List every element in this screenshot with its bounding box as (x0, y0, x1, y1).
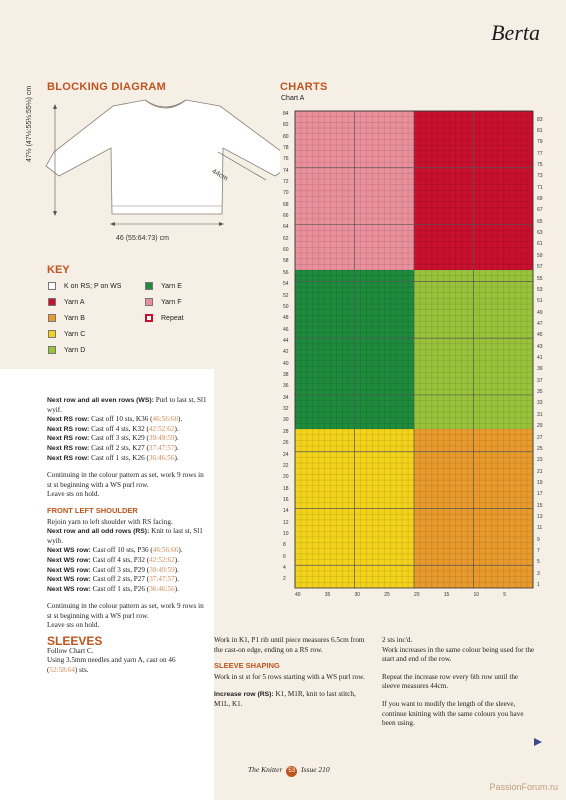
chart-col-label: 40 (294, 592, 301, 598)
front-left-shoulder-heading: FRONT LEFT SHOULDER (47, 505, 138, 515)
instruction-line: Next WS row: Cast off 10 sts, P36 (46:56:66). (47, 546, 183, 555)
chart-row-label: 51 (537, 298, 543, 305)
chart-row-label: 34 (283, 394, 289, 401)
instruction-line: Next WS row: Cast off 2 sts, P27 (37:47:57). (47, 575, 179, 584)
chart-row-label: 35 (537, 389, 543, 396)
key-label: Yarn D (64, 346, 86, 354)
paragraph: Repeat the increase row every 6th row until the sleeve measures 44cm. (382, 672, 519, 691)
left-column (47, 396, 207, 675)
chart-row-label: 66 (283, 213, 289, 220)
chart-row-label: 37 (537, 377, 543, 384)
instruction-line: Next WS row: Cast off 1 sts, P26 (36:46:56). (47, 584, 179, 593)
chart-row-label: 26 (283, 440, 289, 447)
chart-row-label: 10 (283, 531, 289, 538)
chart-row-label: 53 (537, 286, 543, 293)
issue-number: Issue 210 (301, 765, 330, 774)
chart-col-label: 30 (354, 592, 361, 598)
chart-row-label: 36 (283, 383, 289, 390)
chart-row-label: 8 (283, 542, 286, 549)
key-label: Yarn F (161, 298, 182, 306)
instruction-line: Next RS row: Cast off 2 sts, K27 (37:47:57). (47, 443, 179, 452)
chart-row-label: 82 (283, 122, 289, 129)
chart-row-label: 67 (537, 207, 543, 214)
chart-row-label: 79 (537, 139, 543, 146)
sleeve-shaping-heading: SLEEVE SHAPING (214, 661, 280, 671)
chart-row-label: 50 (283, 303, 289, 310)
chart-row-label: 69 (537, 196, 543, 203)
chart-row-label: 48 (283, 315, 289, 322)
instruction-line: Increase row (RS): K1, M1R, knit to last stitch, M1L, K1. (214, 690, 356, 708)
chart-row-label: 30 (283, 417, 289, 424)
key-label: Yarn E (161, 282, 182, 290)
chart-row-label: 68 (283, 201, 289, 208)
chart-row-label: 40 (283, 360, 289, 367)
paragraph: Leave sts on hold. (47, 490, 100, 499)
chart-row-label: 31 (537, 411, 543, 418)
chart-row-label: 84 (283, 110, 289, 117)
chart-row-label: 80 (283, 133, 289, 140)
paragraph: Follow Chart C. (47, 646, 94, 655)
height-dimension: 47½ (47½:55½:55½) cm (26, 85, 33, 162)
chart-row-label: 72 (283, 178, 289, 185)
chart-row-label: 71 (537, 184, 543, 191)
width-dimension: 46 (55:64:73) cm (116, 235, 169, 242)
instruction-line: Next RS row: Cast off 4 sts, K32 (42:52:62). (47, 424, 179, 433)
chart-row-label: 32 (283, 406, 289, 413)
chart-row-label: 6 (283, 553, 286, 560)
key-title: KEY (47, 264, 70, 276)
chart-row-label: 24 (283, 451, 289, 458)
chart-row-label: 14 (283, 508, 289, 515)
paragraph: If you want to modify the length of the sleeve, continue knitting with the same colours you have been using. (382, 699, 524, 728)
chart-row-label: 64 (283, 224, 289, 231)
chart-row-label: 75 (537, 161, 543, 168)
chart-row-label: 81 (537, 127, 543, 134)
chart-row-label: 44 (283, 337, 289, 344)
paragraph: Leave sts on hold. (47, 621, 100, 630)
chart-row-label: 54 (283, 281, 289, 288)
chart-row-label: 13 (537, 514, 543, 521)
chart-row-label: 22 (283, 462, 289, 469)
chart-row-label: 76 (283, 156, 289, 163)
charts-title: CHARTS (280, 81, 328, 93)
chart-row-label: 77 (537, 150, 543, 157)
chart-row-label: 11 (537, 525, 543, 532)
chart-row-label: 65 (537, 218, 543, 225)
key-label: Yarn C (64, 330, 86, 338)
chart-col-label: 25 (384, 592, 390, 598)
chart-row-label: 19 (537, 479, 543, 486)
sleeve-dimension: 44cm (210, 168, 229, 183)
chart-row-label: 60 (283, 247, 289, 254)
paragraph: Using 3.5mm needles and yarn A, cast on 46 (52:58:64) sts. (47, 656, 176, 674)
chart-row-label: 46 (283, 326, 289, 333)
chart-row-label: 16 (283, 496, 289, 503)
chart-row-label: 38 (283, 372, 289, 379)
chart-col-label: 10 (473, 592, 480, 598)
magazine-name: The Knitter (248, 765, 283, 774)
chart-row-label: 55 (537, 275, 543, 282)
page-number: 53 (286, 766, 297, 777)
chart-row-label: 21 (537, 468, 543, 475)
right-column (382, 636, 537, 729)
key-label: K on RS; P on WS (64, 282, 122, 290)
paragraph: Work in K1, P1 rib until piece measures 6.5cm from the cast-on edge, ending on a RS row. (214, 636, 365, 654)
chart-row-label: 42 (283, 349, 289, 356)
chart-row-label: 58 (283, 258, 289, 265)
chart-row-label: 25 (537, 445, 543, 452)
paragraph: Work in st st for 5 rows starting with a WS purl row. (214, 672, 365, 681)
instruction-line: Next WS row: Cast off 3 sts, P29 (39:49:59). (47, 565, 179, 574)
chart-row-label: 41 (537, 355, 543, 362)
chart-row-label: 17 (537, 491, 543, 498)
chart-row-label: 2 (283, 576, 286, 583)
chart-row-label: 3 (537, 570, 540, 577)
chart-row-label: 5 (537, 559, 540, 566)
paragraph: 2 sts inc'd. (382, 636, 413, 644)
chart-row-label: 7 (537, 548, 540, 555)
instruction-line: Next RS row: Cast off 10 sts, K36 (46:56:66). (47, 415, 183, 424)
chart-row-label: 56 (283, 269, 289, 276)
chart-row-label: 83 (537, 116, 543, 123)
footer (248, 765, 330, 777)
chart-row-label: 57 (537, 264, 543, 271)
chart-col-label: 5 (503, 592, 506, 598)
continue-arrow-icon (534, 738, 542, 746)
chart-row-label: 4 (283, 565, 286, 572)
chart-row-label: 45 (537, 332, 543, 339)
chart-col-label: 15 (443, 592, 450, 598)
chart-row-label: 70 (283, 190, 289, 197)
chart-row-label: 63 (537, 230, 543, 237)
chart-row-label: 78 (283, 144, 289, 151)
key-label: Repeat (161, 314, 184, 322)
instruction-line: Next RS row: Cast off 1 sts, K26 (36:46:56). (47, 453, 179, 462)
chart-row-label: 62 (283, 235, 289, 242)
chart-row-label: 20 (283, 474, 289, 481)
chart-row-label: 61 (537, 241, 543, 248)
chart-row-label: 15 (537, 502, 543, 509)
pattern-title: Berta (491, 20, 540, 45)
instruction-line: Next row and all even rows (WS): Purl to last st, Sl1 wyif. (47, 396, 207, 414)
paragraph: Work increases in the same colour being used for the start and end of the row. (382, 645, 535, 664)
instruction-line: Next WS row: Cast off 4 sts, P32 (42:52:62). (47, 555, 179, 564)
paragraph: Continuing in the colour pattern as set, work 9 rows in st st beginning with a WS purl row. (47, 602, 204, 620)
chart-row-label: 29 (537, 423, 543, 430)
chart-col-label: 20 (413, 592, 420, 598)
sleeves-heading: SLEEVES (47, 634, 103, 649)
chart-row-label: 43 (537, 343, 543, 350)
key-label: Yarn A (64, 298, 85, 306)
chart-row-label: 18 (283, 485, 289, 492)
key-label: Yarn B (64, 314, 85, 322)
chart-row-label: 39 (537, 366, 543, 373)
chart-row-label: 59 (537, 252, 543, 259)
chart-row-label: 9 (537, 536, 540, 543)
paragraph: Rejoin yarn to left shoulder with RS facing. (47, 517, 173, 526)
chart-row-label: 73 (537, 173, 543, 180)
chart-subtitle: Chart A (281, 95, 305, 102)
chart-row-label: 28 (283, 428, 289, 435)
chart-row-label: 33 (537, 400, 543, 407)
chart-col-label: 35 (324, 592, 331, 598)
instruction-line: Next row and all odd rows (RS): Knit to last st, Sl1 wyib. (47, 527, 203, 545)
chart-row-label: 74 (283, 167, 289, 174)
chart-row-label: 1 (537, 582, 540, 589)
instruction-line: Next RS row: Cast off 3 sts, K29 (39:49:59). (47, 434, 179, 443)
blocking-diagram-title: BLOCKING DIAGRAM (47, 81, 167, 93)
chart-row-label: 47 (537, 320, 543, 327)
chart-row-label: 23 (537, 457, 543, 464)
middle-column (214, 636, 369, 710)
chart-row-label: 12 (283, 519, 289, 526)
chart-row-label: 52 (283, 292, 289, 299)
chart-row-label: 27 (537, 434, 543, 441)
watermark: PassionForum.ru (489, 782, 558, 792)
chart-row-label: 49 (537, 309, 543, 316)
paragraph: Continuing in the colour pattern as set, work 9 rows in st st beginning with a WS purl row. (47, 471, 204, 489)
